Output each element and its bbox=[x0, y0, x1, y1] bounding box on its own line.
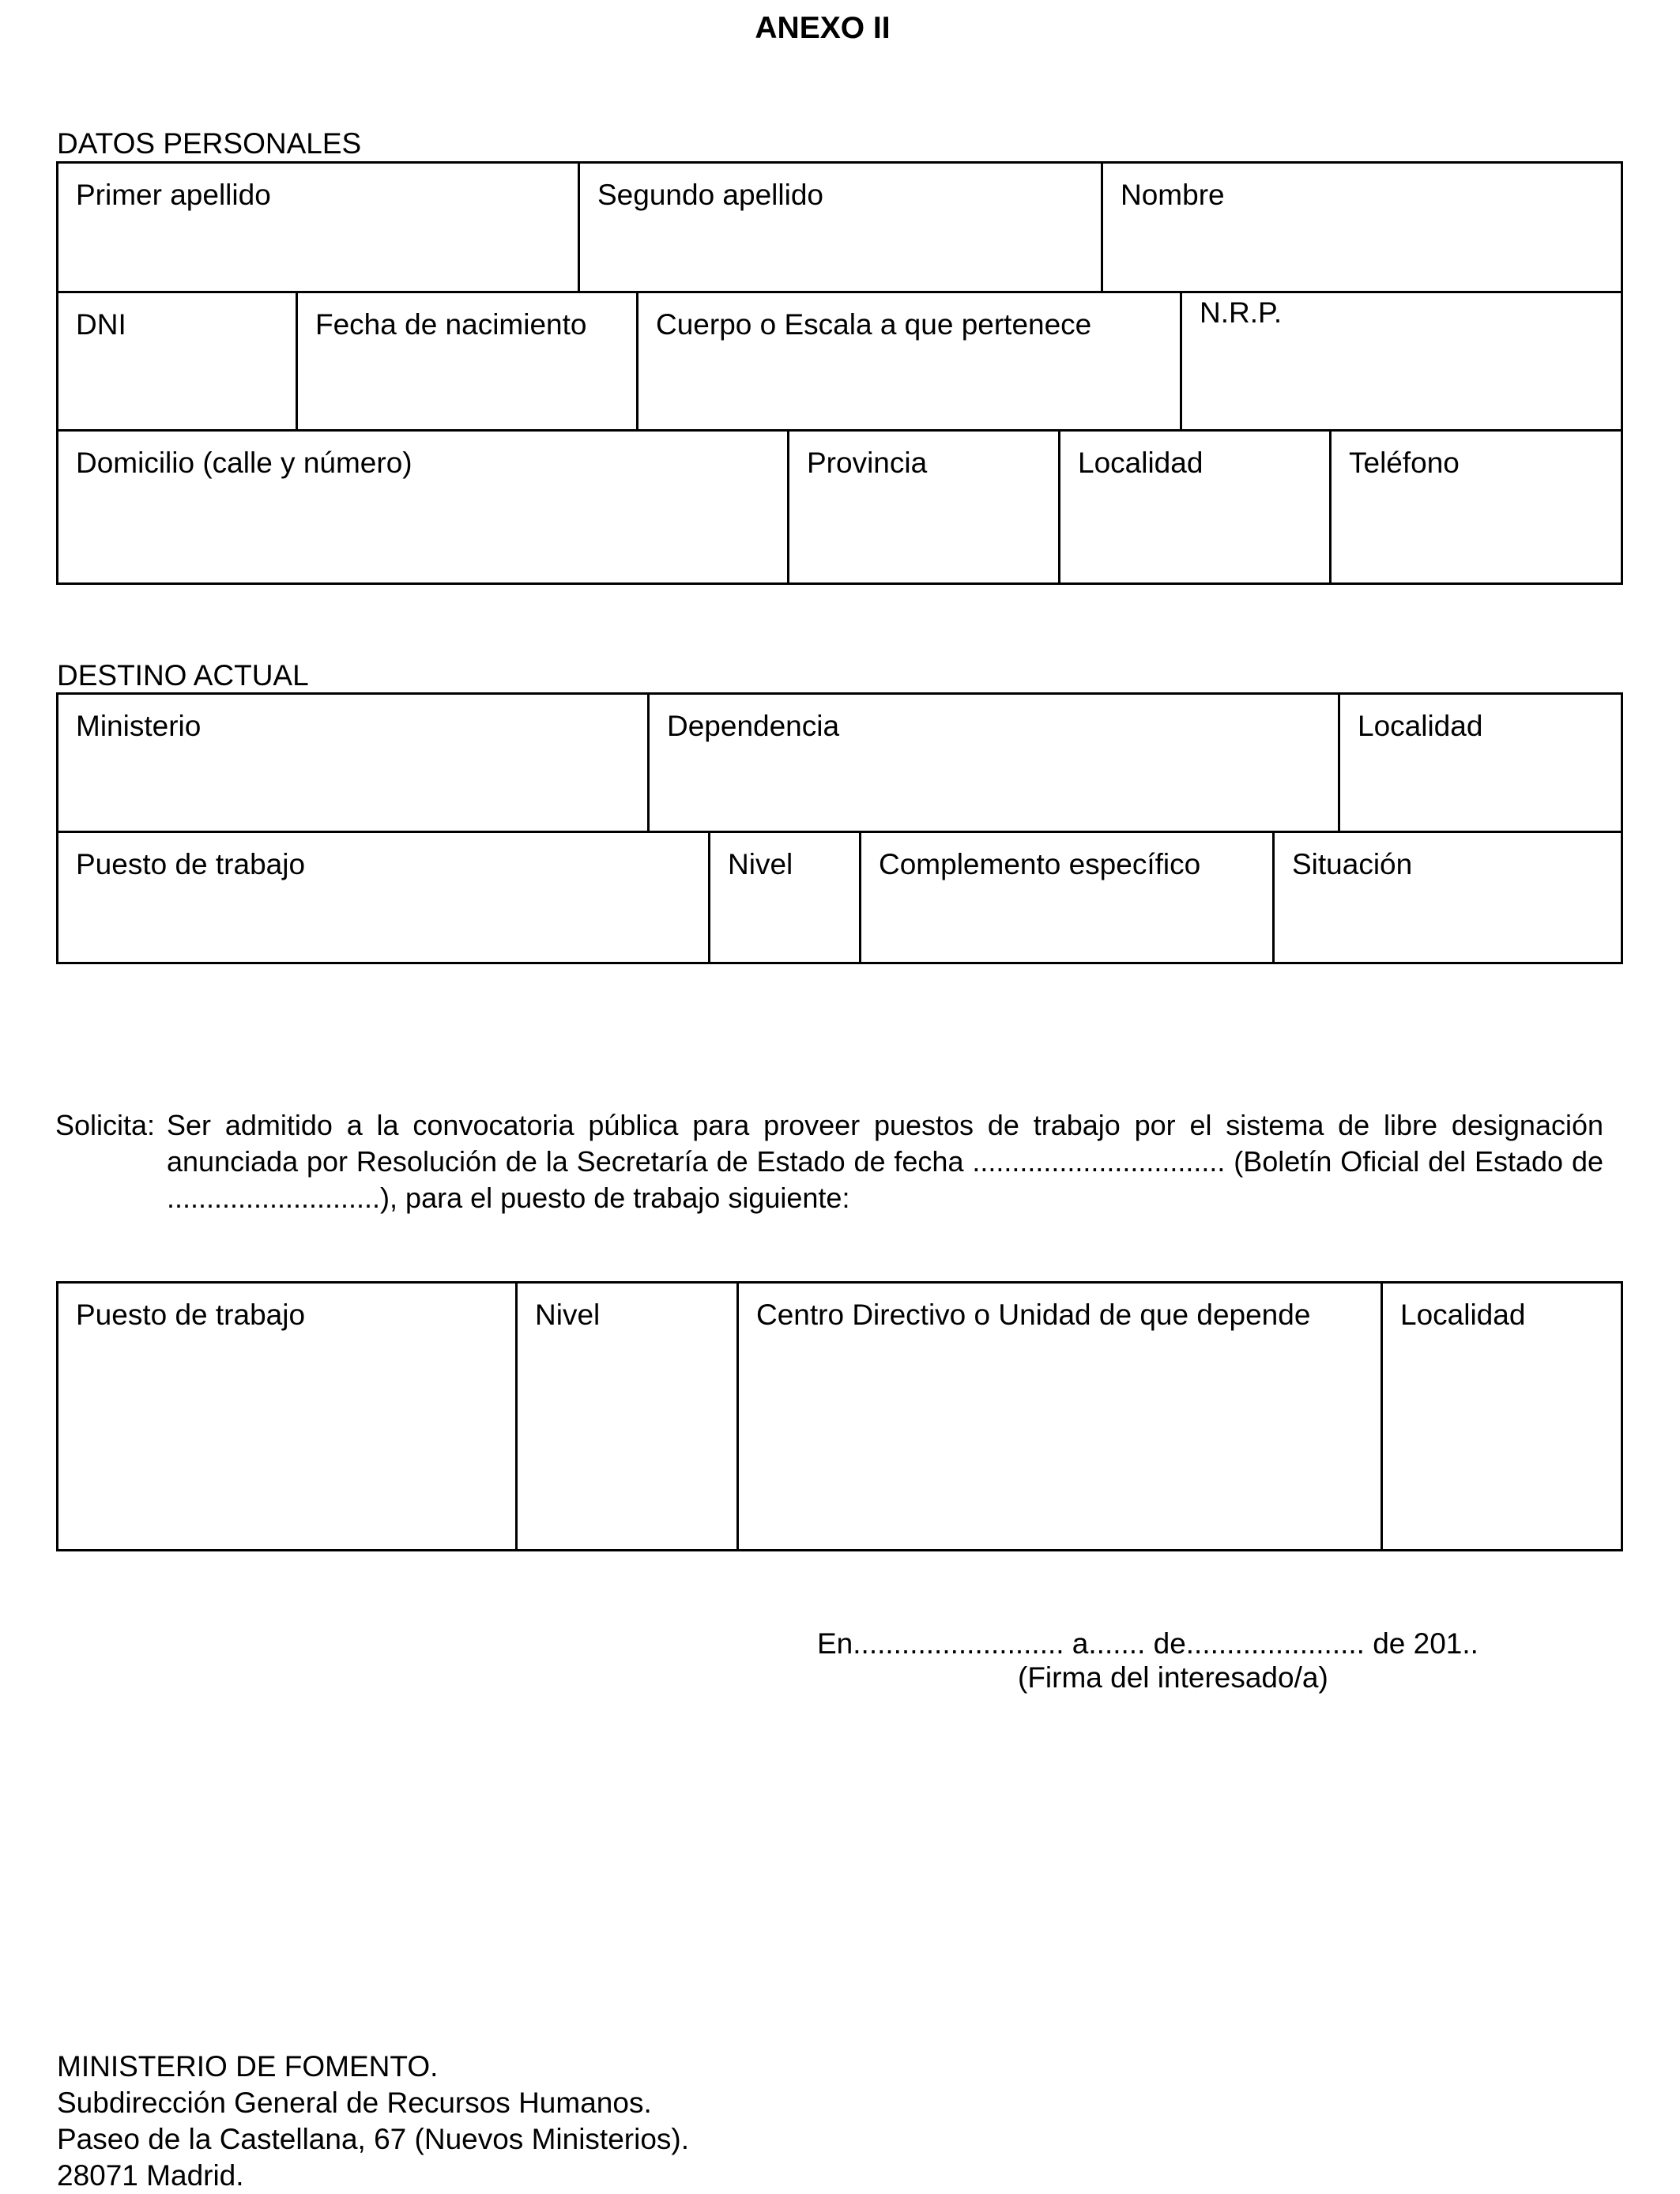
field-nombre[interactable]: Nombre bbox=[1101, 161, 1623, 293]
field-puesto-actual[interactable]: Puesto de trabajo bbox=[56, 831, 710, 964]
field-puesto-solicitado[interactable]: Puesto de trabajo bbox=[56, 1281, 518, 1551]
field-nivel-solicitado[interactable]: Nivel bbox=[515, 1281, 739, 1551]
field-telefono[interactable]: Teléfono bbox=[1329, 429, 1623, 585]
section-label-destino-actual: DESTINO ACTUAL bbox=[57, 659, 309, 692]
field-dni[interactable]: DNI bbox=[56, 291, 298, 432]
field-situacion[interactable]: Situación bbox=[1272, 831, 1623, 964]
field-centro-directivo[interactable]: Centro Directivo o Unidad de que depende bbox=[736, 1281, 1383, 1551]
field-localidad-destino[interactable]: Localidad bbox=[1338, 692, 1623, 833]
field-segundo-apellido[interactable]: Segundo apellido bbox=[578, 161, 1103, 293]
field-ministerio[interactable]: Ministerio bbox=[56, 692, 650, 833]
section-label-datos-personales: DATOS PERSONALES bbox=[57, 127, 362, 160]
footer-line: MINISTERIO DE FOMENTO. bbox=[57, 2050, 439, 2083]
field-fecha-nacimiento[interactable]: Fecha de nacimiento bbox=[296, 291, 638, 432]
field-localidad-personal[interactable]: Localidad bbox=[1058, 429, 1332, 585]
field-nivel-actual[interactable]: Nivel bbox=[708, 831, 861, 964]
field-cuerpo-escala[interactable]: Cuerpo o Escala a que pertenece bbox=[636, 291, 1182, 432]
field-localidad-solicitado[interactable]: Localidad bbox=[1381, 1281, 1623, 1551]
field-dependencia[interactable]: Dependencia bbox=[647, 692, 1340, 833]
footer-line: Paseo de la Castellana, 67 (Nuevos Ministerios). bbox=[57, 2123, 689, 2155]
footer-line: Subdirección General de Recursos Humanos. bbox=[57, 2087, 652, 2119]
signature-label: (Firma del interesado/a) bbox=[1018, 1661, 1328, 1694]
solicita-label: Solicita: bbox=[55, 1109, 156, 1141]
date-line: En.......................... a....... de...................... de 201.. bbox=[817, 1627, 1478, 1660]
field-complemento-especifico[interactable]: Complemento específico bbox=[859, 831, 1275, 964]
field-nrp[interactable]: N.R.P. bbox=[1180, 291, 1623, 432]
field-domicilio[interactable]: Domicilio (calle y número) bbox=[56, 429, 789, 585]
page-title: ANEXO II bbox=[755, 11, 891, 45]
field-primer-apellido[interactable]: Primer apellido bbox=[56, 161, 580, 293]
footer-line: 28071 Madrid. bbox=[57, 2159, 244, 2192]
solicita-text: Ser admitido a la convocatoria pública para proveer puestos de trabajo por el sistema de libre designación anunciada por Resolución de la Secretaría de Estado de fecha ................................ (Boletín Oficial del Estado de ...........................), para el puesto de trabajo siguiente: bbox=[167, 1109, 1603, 1214]
field-provincia[interactable]: Provincia bbox=[787, 429, 1060, 585]
footer-address bbox=[57, 2049, 689, 2194]
